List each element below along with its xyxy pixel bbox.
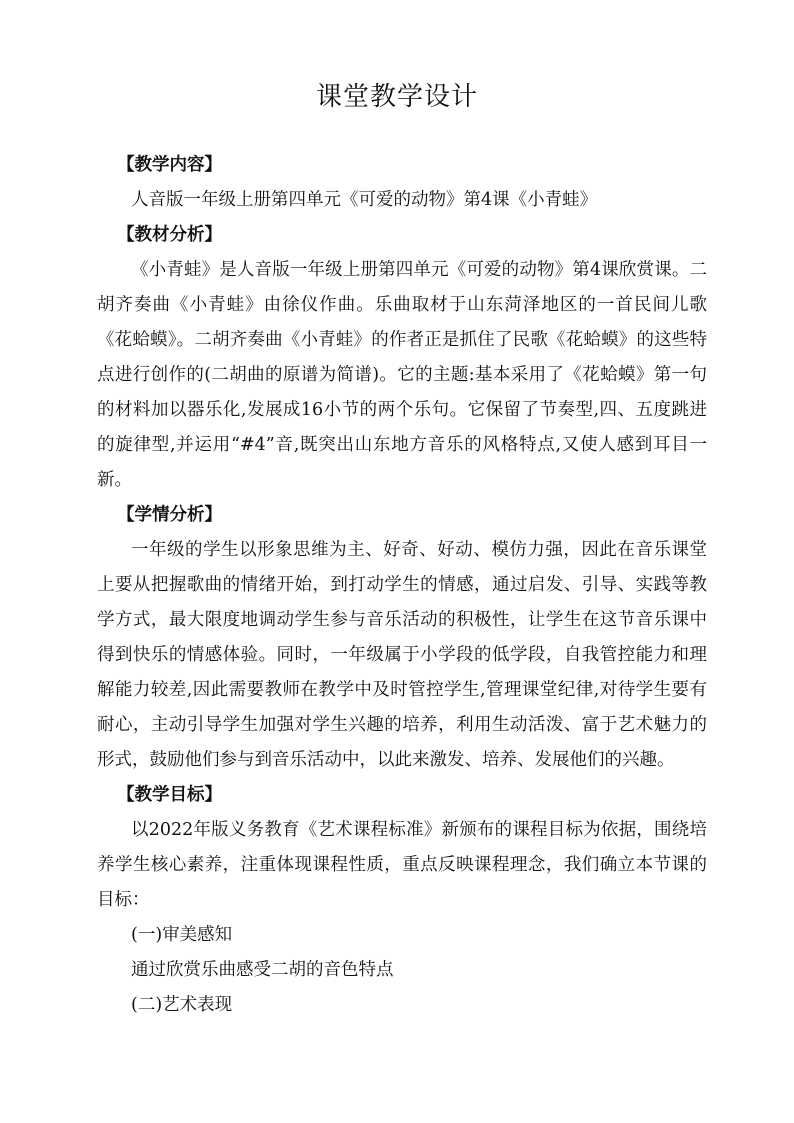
- paragraph-teaching-goals: 以2022年版义务教育《艺术课程标准》新颁布的课程目标为依据，围绕培养学生核心素养，注重体现课程性质，重点反映课程理念，我们确立本节课的目标：: [97, 820, 707, 910]
- heading-teaching-goals: 【教学目标】: [117, 785, 222, 805]
- paragraph-student-analysis: 一年级的学生以形象思维为主、好奇、好动、模仿力强，因此在音乐课堂上要从把握歌曲的情绪开始，到打动学生的情感，通过启发、引导、实践等教学方式，最大限度地调动学生参与音乐活动的积极性，让学生在这节音乐课中得到快乐的情感体验。同时，一年级属于小学段的低学段，自我管控能力和理解能力较差,因此需要教师在教学中及时管控学生,管理课堂纪律,对待学生要有耐心，主动引导学生加强对学生兴趣的培养，利用生动活泼、富于艺术魅力的形式，鼓励他们参与到音乐活动中，以此来激发、培养、发展他们的兴趣。: [97, 540, 707, 770]
- heading-teaching-content: 【教学内容】: [117, 155, 222, 175]
- goal-item-1-text: 通过欣赏乐曲感受二胡的音色特点: [131, 960, 394, 980]
- paragraph-teaching-content: 人音版一年级上册第四单元《可爱的动物》第4课《小青蛙》: [131, 190, 598, 210]
- heading-textbook-analysis: 【教材分析】: [117, 225, 222, 245]
- goal-item-2-label: (二)艺术表现: [131, 995, 233, 1015]
- goal-item-1-label: (一)审美感知: [131, 925, 233, 945]
- heading-student-analysis: 【学情分析】: [117, 505, 222, 525]
- document-body: [97, 148, 707, 1023]
- paragraph-textbook-analysis: 《小青蛙》是人音版一年级上册第四单元《可爱的动物》第4课欣赏课。二胡齐奏曲《小青蛙》由徐仪作曲。乐曲取材于山东菏泽地区的一首民间儿歌《花蛤蟆》。二胡齐奏曲《小青蛙》的作者正是抓住了民歌《花蛤蟆》的这些特点进行创作的(二胡曲的原谱为简谱)。它的主题:基本采用了《花蛤蟆》第一句的材料加以器乐化,发展成16小节的两个乐句。它保留了节奏型,四、五度跳进的旋律型,并运用“#4”音,既突出山东地方音乐的风格特点,又使人感到耳目一新。: [97, 260, 707, 490]
- page-title: 课堂教学设计: [315, 82, 478, 112]
